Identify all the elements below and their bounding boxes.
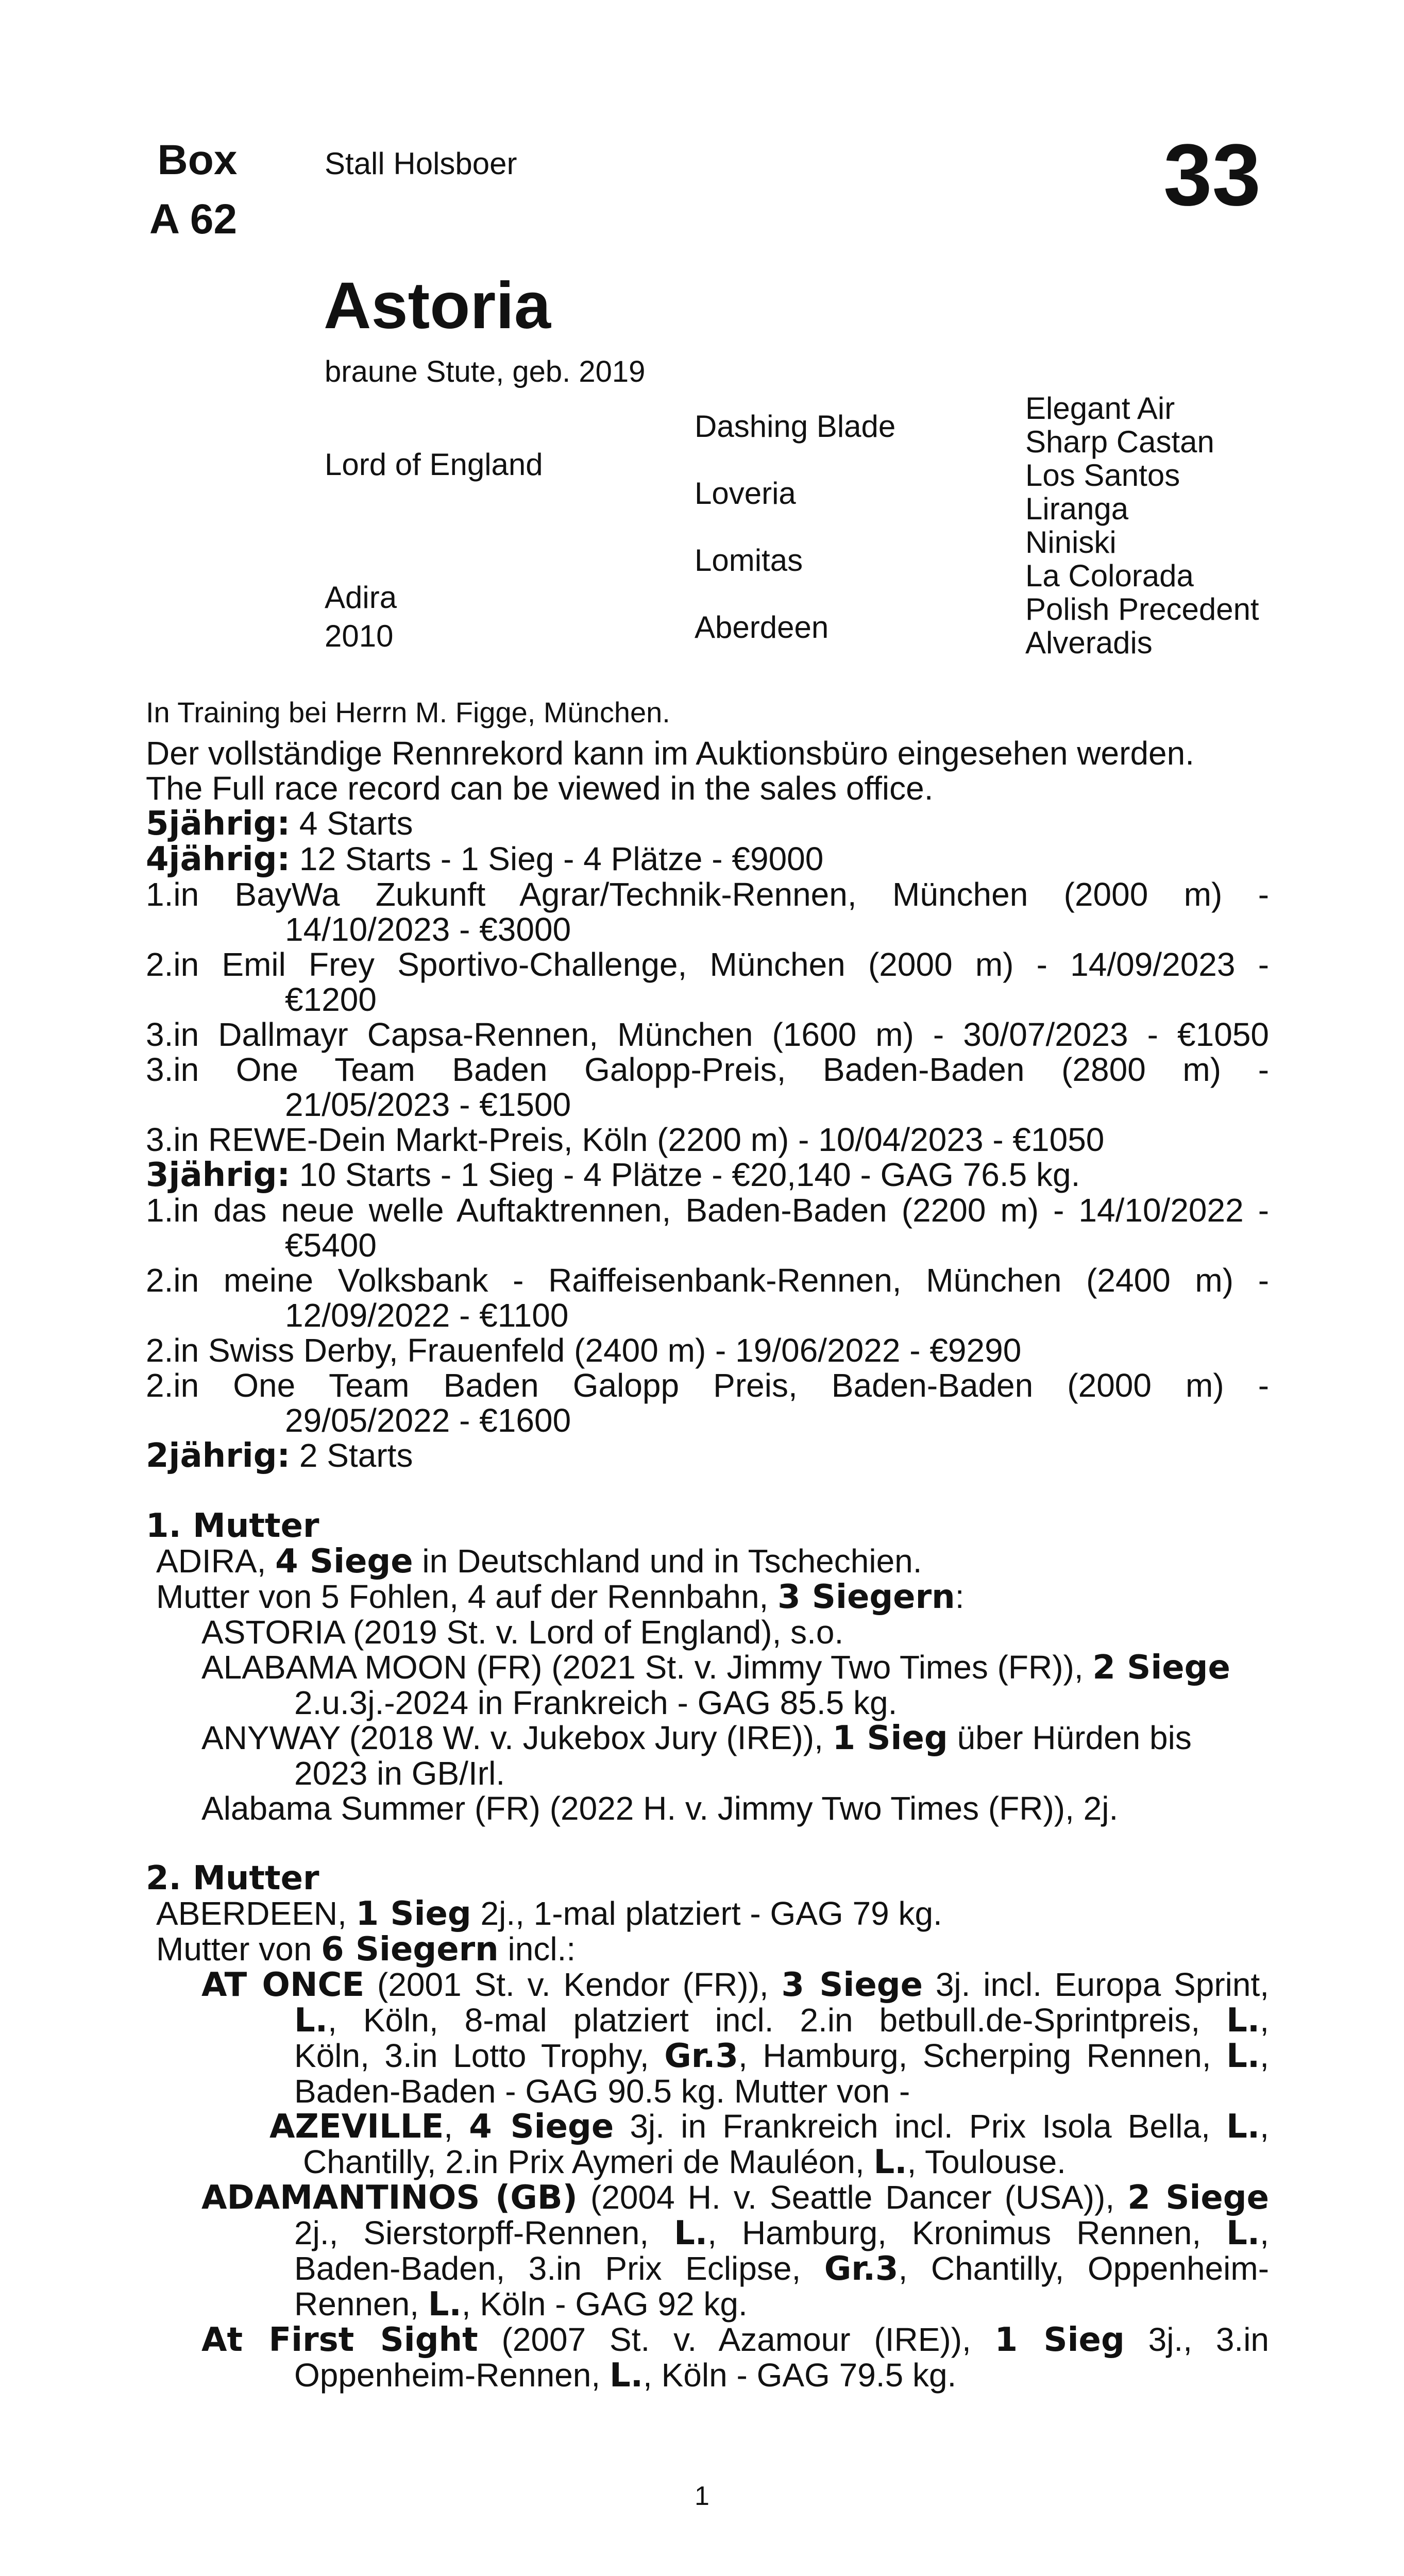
- race-result: 3.in REWE-Dein Markt-Preis, Köln (2200 m) - 10/04/2023 - €1050: [146, 1121, 1105, 1158]
- pedigree-dam-year: 2010: [325, 619, 394, 653]
- produce-entry-cont: Baden-Baden, 3.in Prix Eclipse, Gr.3, Chantilly, Oppenheim-: [294, 2250, 1270, 2288]
- race-year-3: 3jährig: 10 Starts - 1 Sieg - 4 Plätze - €20,140 - GAG 76.5 kg.: [146, 1156, 1080, 1194]
- dam1-produce: Mutter von 5 Fohlen, 4 auf der Rennbahn, 3 Siegern:: [156, 1578, 965, 1616]
- race-year-4: 4jährig: 12 Starts - 1 Sieg - 4 Plätze - €9000: [146, 840, 824, 878]
- pedigree-gg: Sharp Castan: [1025, 425, 1214, 459]
- record-note-en: The Full race record can be viewed in the sales office.: [146, 770, 934, 807]
- catalogue-body: [146, 736, 1269, 2393]
- race-result-cont: €5400: [285, 1227, 377, 1264]
- race-year-5: 5jährig: 4 Starts: [146, 805, 413, 843]
- spacer: [146, 1473, 1269, 1509]
- produce-entry-cont: Baden-Baden - GAG 90.5 kg. Mutter von -: [294, 2073, 910, 2110]
- produce-entry-cont: 2j., Sierstorpff-Rennen, L., Hamburg, Kronimus Rennen, L.,: [294, 2214, 1269, 2252]
- pedigree-sire-dam: Loveria: [695, 476, 796, 511]
- produce-entry-granddaughter: AZEVILLE, 4 Siege 3j. in Frankreich incl. Prix Isola Bella, L.,: [269, 2108, 1269, 2146]
- pedigree-dam-dam: Aberdeen: [695, 610, 829, 645]
- spacer: [146, 1826, 1269, 1861]
- pedigree-sire: Lord of England: [325, 447, 543, 482]
- produce-entry-cont: 2.u.3j.-2024 in Frankreich - GAG 85.5 kg.: [294, 1684, 898, 1721]
- record-note-de: Der vollständige Rennrekord kann im Auktionsbüro eingesehen werden.: [146, 735, 1194, 772]
- produce-entry: ANYWAY (2018 W. v. Jukebox Jury (IRE)), 1 Sieg über Hürden bis: [201, 1719, 1192, 1757]
- produce-entry-cont: 2023 in GB/Irl.: [294, 1755, 505, 1792]
- race-result-cont: 29/05/2022 - €1600: [285, 1402, 571, 1439]
- race-result: 1.in das neue welle Auftaktrennen, Baden-Baden (2200 m) - 14/10/2022 -: [146, 1192, 1269, 1229]
- box-number: A 62: [149, 196, 238, 243]
- dam1-heading: 1. Mutter: [146, 1507, 319, 1545]
- pedigree-gg: Polish Precedent: [1025, 592, 1259, 626]
- pedigree-gg: La Colorada: [1025, 558, 1194, 593]
- produce-entry: At First Sight (2007 St. v. Azamour (IRE)), 1 Sieg 3j., 3.in: [201, 2321, 1270, 2359]
- dam1-summary: ADIRA, 4 Siege in Deutschland und in Tschechien.: [156, 1543, 922, 1581]
- dam2-heading: 2. Mutter: [146, 1859, 319, 1897]
- race-result: 2.in Emil Frey Sportivo-Challenge, München (2000 m) - 14/09/2023 -: [146, 946, 1269, 983]
- pedigree-dam-sire: Lomitas: [695, 543, 803, 578]
- race-result: 1.in BayWa Zukunft Agrar/Technik-Rennen, München (2000 m) -: [146, 876, 1269, 913]
- pedigree-gg: Elegant Air: [1025, 391, 1175, 426]
- race-result: 3.in Dallmayr Capsa-Rennen, München (1600 m) - 30/07/2023 - €1050: [146, 1016, 1269, 1053]
- produce-entry-cont: Köln, 3.in Lotto Trophy, Gr.3, Hamburg, Scherping Rennen, L.,: [294, 2037, 1269, 2075]
- race-result-cont: 12/09/2022 - €1100: [285, 1297, 569, 1334]
- race-result-cont: €1200: [285, 981, 377, 1018]
- lot-number: 33: [1163, 126, 1261, 224]
- pedigree-dam: Adira: [325, 580, 397, 615]
- horse-name: Astoria: [324, 269, 551, 343]
- pedigree-gg: Los Santos: [1025, 458, 1180, 493]
- produce-entry: ASTORIA (2019 St. v. Lord of England), s.o.: [201, 1614, 844, 1651]
- pedigree-sire-sire: Dashing Blade: [695, 409, 896, 444]
- pedigree-gg: Niniski: [1025, 525, 1117, 560]
- produce-entry: ALABAMA MOON (FR) (2021 St. v. Jimmy Two Times (FR)), 2 Siege: [201, 1649, 1230, 1687]
- produce-entry: Alabama Summer (FR) (2022 H. v. Jimmy Two Times (FR)), 2j.: [201, 1790, 1119, 1827]
- pedigree-gg: Alveradis: [1025, 625, 1153, 660]
- produce-entry: ADAMANTINOS (GB) (2004 H. v. Seattle Dancer (USA)), 2 Siege: [201, 2179, 1270, 2217]
- produce-entry-cont: Chantilly, 2.in Prix Aymeri de Mauléon, L., Toulouse.: [303, 2143, 1066, 2181]
- race-year-2: 2jährig: 2 Starts: [146, 1437, 413, 1475]
- produce-entry-cont: Oppenheim-Rennen, L., Köln - GAG 79.5 kg.: [294, 2357, 957, 2395]
- race-result-cont: 14/10/2023 - €3000: [285, 911, 571, 948]
- race-result: 2.in meine Volksbank - Raiffeisenbank-Rennen, München (2400 m) -: [146, 1262, 1269, 1299]
- produce-entry-cont: Rennen, L., Köln - GAG 92 kg.: [294, 2285, 748, 2324]
- consignor: Stall Holsboer: [325, 146, 517, 181]
- race-result: 2.in Swiss Derby, Frauenfeld (2400 m) - 19/06/2022 - €9290: [146, 1332, 1022, 1369]
- race-result: 3.in One Team Baden Galopp-Preis, Baden-Baden (2800 m) -: [146, 1051, 1269, 1088]
- horse-description: braune Stute, geb. 2019: [325, 355, 646, 388]
- page-number: 1: [695, 2481, 709, 2511]
- race-result-cont: 21/05/2023 - €1500: [285, 1086, 571, 1123]
- produce-entry: AT ONCE (2001 St. v. Kendor (FR)), 3 Siege 3j. incl. Europa Sprint,: [201, 1966, 1270, 2004]
- box-label: Box: [157, 137, 238, 183]
- dam2-produce: Mutter von 6 Siegern incl.:: [156, 1930, 576, 1969]
- produce-entry-cont: L., Köln, 8-mal platziert incl. 2.in betbull.de-Sprintpreis, L.,: [294, 2002, 1269, 2040]
- trainer-note: In Training bei Herrn M. Figge, München.: [146, 696, 670, 728]
- dam2-summary: ABERDEEN, 1 Sieg 2j., 1-mal platziert - GAG 79 kg.: [156, 1895, 942, 1933]
- race-result: 2.in One Team Baden Galopp Preis, Baden-Baden (2000 m) -: [146, 1367, 1269, 1404]
- pedigree-gg: Liranga: [1025, 492, 1129, 526]
